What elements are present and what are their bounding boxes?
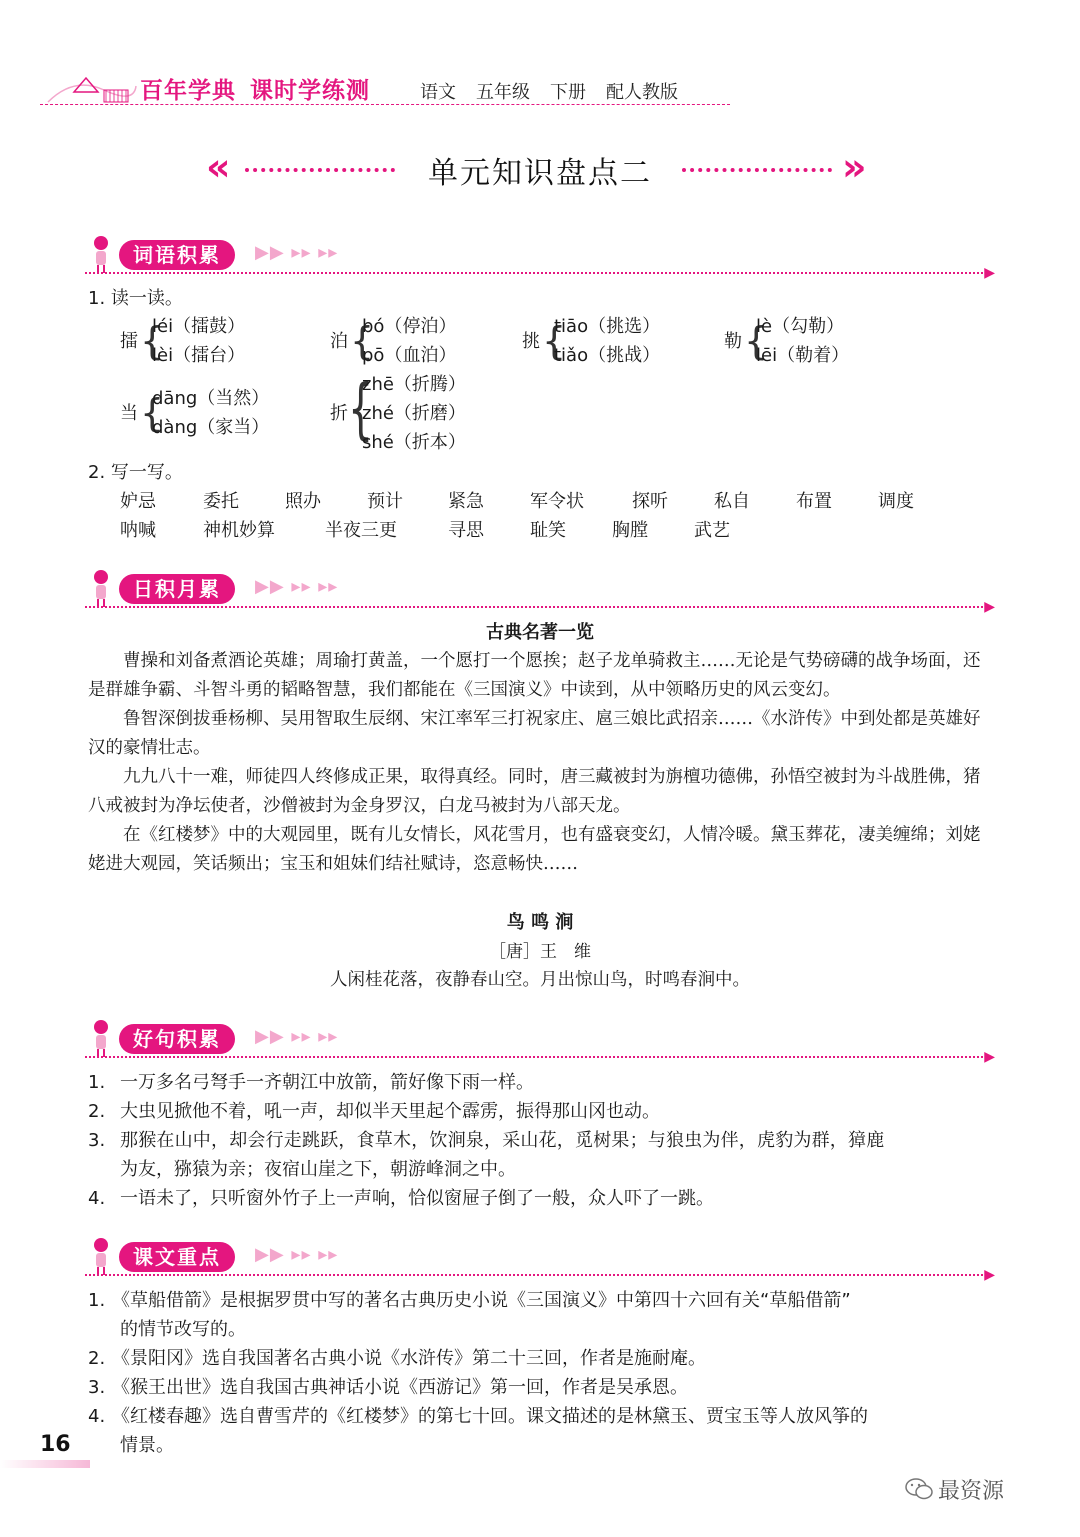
- read-label: 1. 读一读。: [88, 288, 183, 309]
- brace-icon: {: [140, 319, 165, 363]
- sentence-line: 为友，猕猿为亲；夜宿山崖之下，朝游峰洞之中。: [120, 1159, 516, 1180]
- page-number: 16: [40, 1432, 71, 1457]
- house-logo-icon: [44, 66, 139, 106]
- section-banner-keypoints: [85, 1234, 995, 1283]
- pinyin-item: dàng（家当）: [152, 417, 270, 438]
- subject: 语文: [420, 82, 456, 103]
- section-banner-vocab: [85, 232, 995, 281]
- word-item: 私自: [714, 491, 750, 512]
- section-arrows: ▶▶ ▸▸ ▸▸: [255, 1026, 339, 1047]
- group-char: 挑: [522, 331, 540, 352]
- word-item: 胸膛: [612, 520, 648, 541]
- group-char: 当: [120, 403, 138, 424]
- brace-icon: {: [542, 319, 567, 363]
- pinyin-item: lèi（擂台）: [152, 345, 246, 366]
- word-item: 妒忌: [120, 491, 156, 512]
- keypoint-line: 《猴王出世》选自我国古典神话小说《西游记》第一回，作者是吴承恩。: [112, 1377, 688, 1398]
- sentence-num: 1.: [88, 1072, 106, 1093]
- pinyin-item: tiǎo（挑战）: [554, 345, 661, 366]
- page-title: 单元知识盘点二: [428, 156, 652, 191]
- volume: 下册: [550, 82, 586, 103]
- poem-text: 人闲桂花落，夜静春山空。月出惊山鸟，时鸣春涧中。: [330, 970, 750, 990]
- pinyin-item: shé（折本）: [362, 432, 466, 453]
- watermark: 最资源: [938, 1479, 1005, 1504]
- arrow-right-icon: ▶: [984, 1049, 995, 1065]
- section-title: 词语积累: [119, 240, 235, 270]
- keypoint-num: 4.: [88, 1406, 106, 1427]
- sentence-line: 大虫见掀他不着，吼一声，却似半天里起个霹雳，振得那山冈也动。: [120, 1101, 660, 1122]
- section-title: 好句积累: [119, 1024, 235, 1054]
- section-dotted-line: [85, 272, 983, 274]
- sentence-line: 一万多名弓弩手一齐朝江中放箭，箭好像下雨一样。: [120, 1072, 534, 1093]
- keypoint-num: 3.: [88, 1377, 106, 1398]
- pinyin-item: bó（停泊）: [362, 316, 457, 337]
- pinyin-item: léi（擂鼓）: [152, 316, 246, 337]
- group-char: 折: [330, 403, 348, 424]
- title-dots-right: [682, 168, 832, 172]
- word-item: 寻思: [448, 520, 484, 541]
- poem-author: ［唐］王 维: [489, 942, 591, 962]
- classics-heading: 古典名著一览: [486, 622, 594, 643]
- girl-mascot-icon: [89, 568, 113, 608]
- section-arrows: ▶▶ ▸▸ ▸▸: [255, 576, 339, 597]
- brace-icon: {: [744, 319, 769, 363]
- keypoint-num: 2.: [88, 1348, 106, 1369]
- poem-title: 鸟 鸣 涧: [506, 912, 574, 933]
- keypoint-line: 《红楼春趣》选自曹雪芹的《红楼梦》的第七十回。课文描述的是林黛玉、贾宝玉等人放风筝的: [112, 1406, 868, 1427]
- pinyin-item: zhé（折磨）: [362, 403, 466, 424]
- section-banner-sentences: [85, 1016, 995, 1065]
- brace-icon: {: [348, 370, 374, 447]
- arrow-right-icon: ▶: [984, 265, 995, 281]
- double-chevron-right-icon: »: [842, 145, 867, 189]
- keypoint-line: 《草船借箭》是根据罗贯中写的著名古典历史小说《三国演义》中第四十六回有关“草船借箭”: [112, 1290, 851, 1311]
- group-char: 勒: [724, 331, 742, 352]
- sentence-num: 2.: [88, 1101, 106, 1122]
- section-dotted-line: [85, 1274, 983, 1276]
- word-item: 耻笑: [530, 520, 566, 541]
- group-char: 泊: [330, 331, 348, 352]
- arrow-right-icon: ▶: [984, 1267, 995, 1283]
- section-banner-daily: [85, 566, 995, 615]
- header-meta: [420, 78, 698, 104]
- footer-bar: [0, 1460, 90, 1468]
- edition: 配人教版: [606, 82, 678, 103]
- sentence-num: 4.: [88, 1188, 106, 1209]
- word-item: 武艺: [694, 520, 730, 541]
- word-item: 呐喊: [120, 520, 156, 541]
- double-chevron-left-icon: «: [206, 145, 231, 189]
- classics-paragraph: 九九八十一难，师徒四人终修成正果，取得真经。同时，唐三藏被封为旃檀功德佛，孙悟空被封为斗战胜佛，猪八戒被封为净坛使者，沙僧被封为金身罗汉，白龙马被封为八部天龙。: [88, 767, 981, 816]
- section-dotted-line: [85, 606, 983, 608]
- classics-paragraph: 曹操和刘备煮酒论英雄；周瑜打黄盖，一个愿打一个愿挨；赵子龙单骑救主……无论是气势磅礴的战争场面，还是群雄争霸、斗智斗勇的韬略智慧，我们都能在《三国演义》中读到，从中领略历史的风云变幻。: [88, 651, 981, 700]
- grade: 五年级: [476, 82, 530, 103]
- section-arrows: ▶▶ ▸▸ ▸▸: [255, 242, 339, 263]
- series-name: 课时学练测: [250, 78, 370, 104]
- section-title: 日积月累: [119, 574, 235, 604]
- word-item: 布置: [796, 491, 832, 512]
- word-item: 照办: [285, 491, 321, 512]
- section-dotted-line: [85, 1056, 983, 1058]
- word-item: 军令状: [530, 491, 584, 512]
- classics-body: [88, 647, 992, 879]
- word-item: 神机妙算: [203, 520, 275, 541]
- classics-paragraph: 鲁智深倒拔垂杨柳、吴用智取生辰纲、宋江率军三打祝家庄、扈三娘比武招亲……《水浒传》中到处都是英雄好汉的豪情壮志。: [88, 709, 981, 758]
- header-brand: [140, 72, 384, 105]
- keypoint-num: 1.: [88, 1290, 106, 1311]
- keypoint-line: 情景。: [120, 1435, 174, 1456]
- classics-paragraph: 在《红楼梦》中的大观园里，既有儿女情长，风花雪月，也有盛衰变幻，人情冷暖。黛玉葬花，凄美缠绵；刘姥姥进大观园，笑话频出；宝玉和姐妹们结社赋诗，恣意畅快……: [88, 825, 981, 874]
- brace-icon: {: [140, 391, 165, 435]
- word-item: 探听: [632, 491, 668, 512]
- wechat-icon: [904, 1476, 934, 1502]
- girl-mascot-icon: [89, 234, 113, 274]
- section-arrows: ▶▶ ▸▸ ▸▸: [255, 1244, 339, 1265]
- brand-name: 百年学典: [140, 78, 236, 104]
- arrow-right-icon: ▶: [984, 599, 995, 615]
- keypoint-line: 《景阳冈》选自我国著名古典小说《水浒传》第二十三回，作者是施耐庵。: [112, 1348, 706, 1369]
- word-item: 紧急: [448, 491, 484, 512]
- girl-mascot-icon: [89, 1236, 113, 1276]
- sentence-line: 那猴在山中，却会行走跳跃，食草木，饮涧泉，采山花，觅树果；与狼虫为伴，虎豹为群，獐鹿: [120, 1130, 885, 1151]
- brace-icon: {: [350, 319, 375, 363]
- pinyin-item: pō（血泊）: [362, 345, 457, 366]
- pinyin-item: lè（勾勒）: [756, 316, 845, 337]
- pinyin-item: dāng（当然）: [152, 388, 270, 409]
- group-char: 擂: [120, 331, 138, 352]
- pinyin-item: tiāo（挑选）: [554, 316, 661, 337]
- write-label: 2. 写一写。: [88, 462, 183, 483]
- sentence-num: 3.: [88, 1130, 106, 1151]
- sentence-line: 一语未了，只听窗外竹子上一声响，恰似窗屉子倒了一般，众人吓了一跳。: [120, 1188, 714, 1209]
- pinyin-item: zhē（折腾）: [362, 374, 466, 395]
- header-divider: [40, 104, 730, 105]
- word-item: 半夜三更: [325, 520, 397, 541]
- section-title: 课文重点: [119, 1242, 235, 1272]
- girl-mascot-icon: [89, 1018, 113, 1058]
- keypoint-line: 的情节改写的。: [120, 1319, 246, 1340]
- word-item: 预计: [367, 491, 403, 512]
- pinyin-item: lēi（勒着）: [756, 345, 850, 366]
- word-item: 委托: [203, 491, 239, 512]
- word-item: 调度: [878, 491, 914, 512]
